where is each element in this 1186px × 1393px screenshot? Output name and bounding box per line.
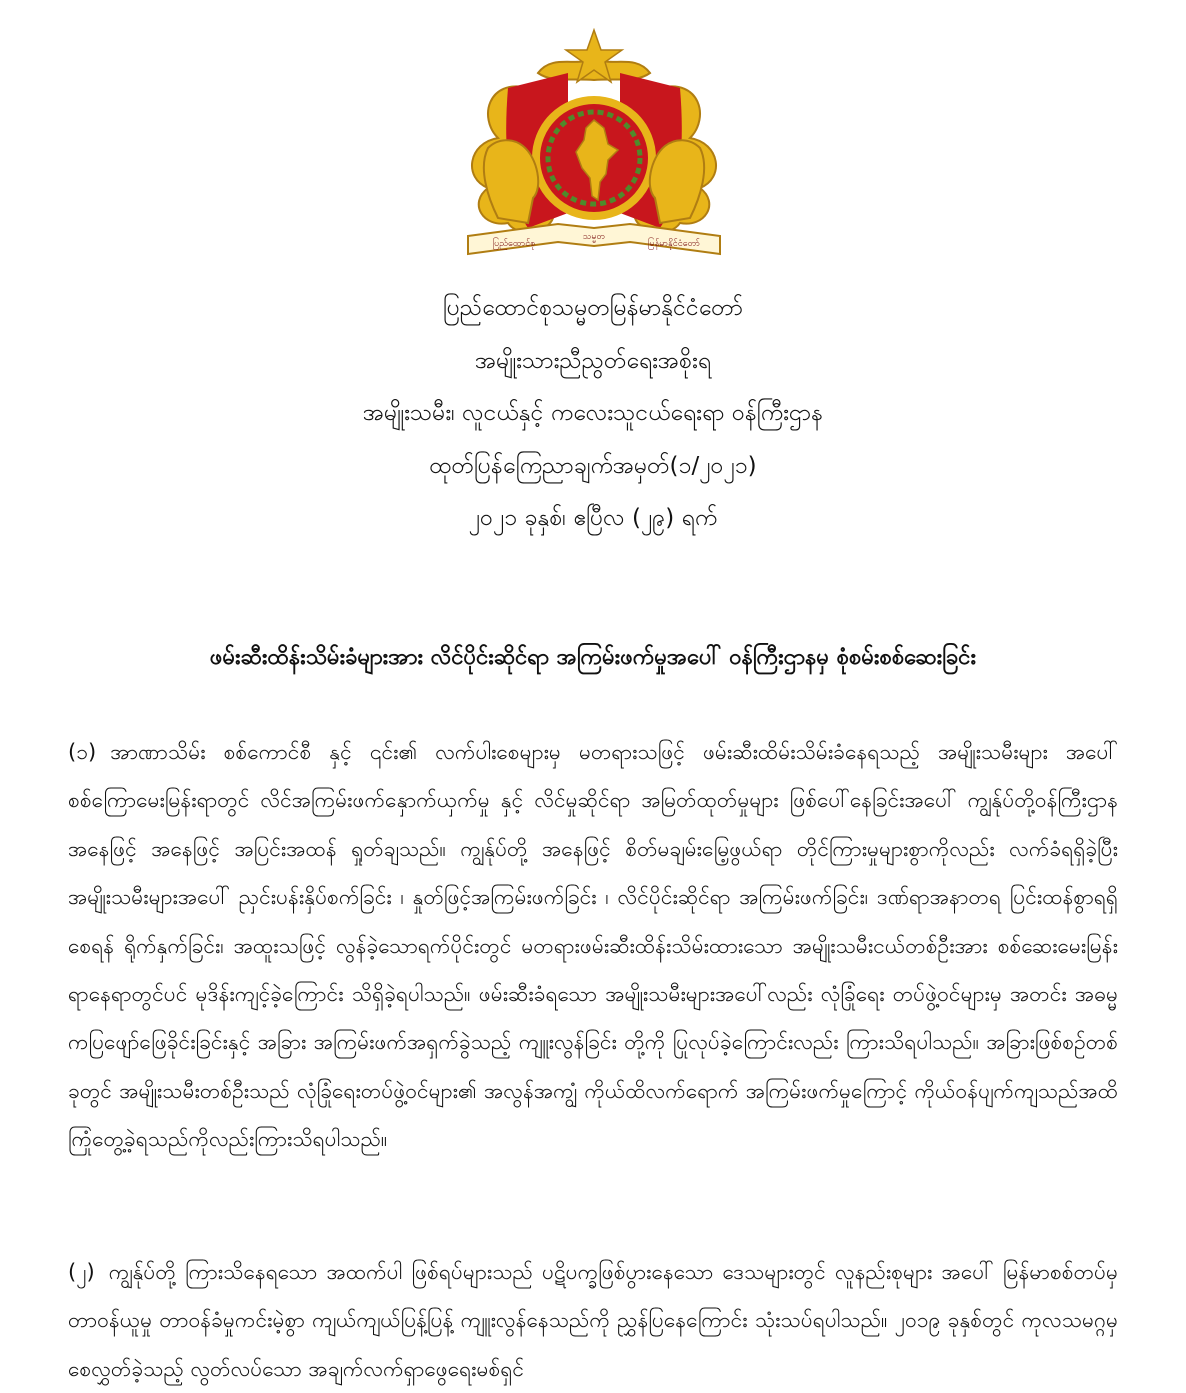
paragraph-text: ကျွန်ုပ်တို့ ကြားသိနေရသော အထက်ပါ ဖြစ်ရပ်များသည် ပဋိပက္ခဖြစ်ပွားနေသော ဒေသများတွင် လူနည်းစုများ အပေါ် မြန်မာစစ်တပ်မှ တာဝန်ယူမှု တာဝန်ခံမှုကင်းမဲ့စွာ ကျယ်ကျယ်ပြန့်ပြန့် ကျူးလွန်နေသည်ကို ညွှန်ပြနေကြောင်း သုံးသပ်ရပါသည်။ ၂၀၁၉ ခုနှစ်တွင် ကုလသမဂ္ဂမှ စေလွှတ်ခဲ့သည့် လွတ်လပ်သော အချက်လက်ရှာဖွေရေးမစ်ရှင် bbox=[68, 1260, 1118, 1381]
statement-date: ၂၀၂၁ ခုနှစ်၊ ဧပြီလ (၂၉) ရက် bbox=[468, 505, 718, 531]
paragraph-number: (၂) bbox=[68, 1260, 95, 1284]
paragraph-1 bbox=[68, 728, 1118, 1164]
document-header bbox=[0, 282, 1186, 545]
statement-title: ဖမ်းဆီးထိန်းသိမ်းခံများအား လိင်ပိုင်းဆိုင်ရာ အကြမ်းဖက်မှုအပေါ် ဝန်ကြီးဌာနမှ စုံစမ်းစစ်ဆေးခြင်း bbox=[209, 645, 977, 670]
ministry-name: အမျိုးသမီး၊ လူငယ်နှင့် ကလေးသူငယ်ရေးရာ ဝန်ကြီးဌာန bbox=[362, 400, 824, 426]
paragraph-text: အာဏာသိမ်း စစ်ကောင်စီ နှင့် ၎င်း၏ လက်ပါးစေများမှ မတရားသဖြင့် ဖမ်းဆီးထိမ်းသိမ်းခံနေရသည့် အမျိုးသမီးများ အပေါ် စစ်ကြောမေးမြန်းရာတွင် လိင်အကြမ်းဖက်နှောက်ယှက်မှု နှင့် လိင်မှုဆိုင်ရာ အမြတ်ထုတ်မှုများ ဖြစ်ပေါ်နေခြင်းအပေါ် ကျွန်ုပ်တို့ဝန်ကြီးဌာန အနေဖြင့် အနေဖြင့် အပြင်းအထန် ရှုတ်ချသည်။ ကျွန်ုပ်တို့ အနေဖြင့် စိတ်မချမ်းမြေ့ဖွယ်ရာ တိုင်ကြားမှုများစွာကိုလည်း လက်ခံရရှိခဲ့ပြီး အမျိုးသမီးများအပေါ် ညှင်းပန်းနှိပ်စက်ခြင်း ၊ နှုတ်ဖြင့်အကြမ်းဖက်ခြင်း ၊ လိင်ပိုင်းဆိုင်ရာ အကြမ်းဖက်ခြင်း၊ ဒဏ်ရာအနာတရ ပြင်းထန်စွာရရှိစေရန် ရိုက်နှက်ခြင်း၊ အထူးသဖြင့် လွန်ခဲ့သောရက်ပိုင်းတွင် မတရားဖမ်းဆီးထိန်းသိမ်းထားသော အမျိုးသမီးငယ်တစ်ဦးအား စစ်ဆေးမေးမြန်းရာနေရာတွင်ပင် မုဒိန်းကျင့်ခဲ့ကြောင်း သိရှိခဲ့ရပါသည်။ ဖမ်းဆီးခံရသော အမျိုးသမီးများအပေါ်လည်း လုံခြုံရေး တပ်ဖွဲ့ဝင်များမှ အတင်း အဓမ္မ ကပြဖျော်ဖြေခိုင်းခြင်းနှင့် အခြား အကြမ်းဖက်အရှက်ခွဲသည့် ကျူးလွန်ခြင်း တို့ကို ပြုလုပ်ခဲ့ကြောင်းလည်း ကြားသိရပါသည်။ အခြားဖြစ်စဉ်တစ်ခုတွင် အမျိုးသမီးတစ်ဦးသည် လုံခြုံရေးတပ်ဖွဲ့ဝင်များ၏ အလွန်အကျွံ ကိုယ်ထိလက်ရောက် အကြမ်းဖက်မှုကြောင့် ကိုယ်ဝန်ပျက်ကျသည်အထိ ကြုံတွေ့ခဲ့ရသည်ကိုလည်းကြားသိရပါသည်။ bbox=[68, 740, 1118, 1152]
state-seal-emblem bbox=[458, 28, 730, 258]
ribbon-right-text: မြန်မာနိုင်ငံတော် bbox=[647, 239, 701, 249]
statement-number: ထုတ်ပြန်ကြေညာချက်အမှတ်(၁/၂၀၂၁) bbox=[429, 452, 757, 479]
country-name: ပြည်ထောင်စုသမ္မတမြန်မာနိုင်ငံတော် bbox=[442, 295, 744, 321]
ribbon-left-text: ပြည်ထောင်စု bbox=[492, 239, 536, 249]
government-name: အမျိုးသားညီညွတ်ရေးအစိုးရ bbox=[474, 347, 712, 374]
ribbon-center-text: သမ္မတ bbox=[582, 232, 606, 242]
paragraph-number: (၁) bbox=[68, 740, 97, 764]
paragraph-2 bbox=[68, 1248, 1118, 1393]
